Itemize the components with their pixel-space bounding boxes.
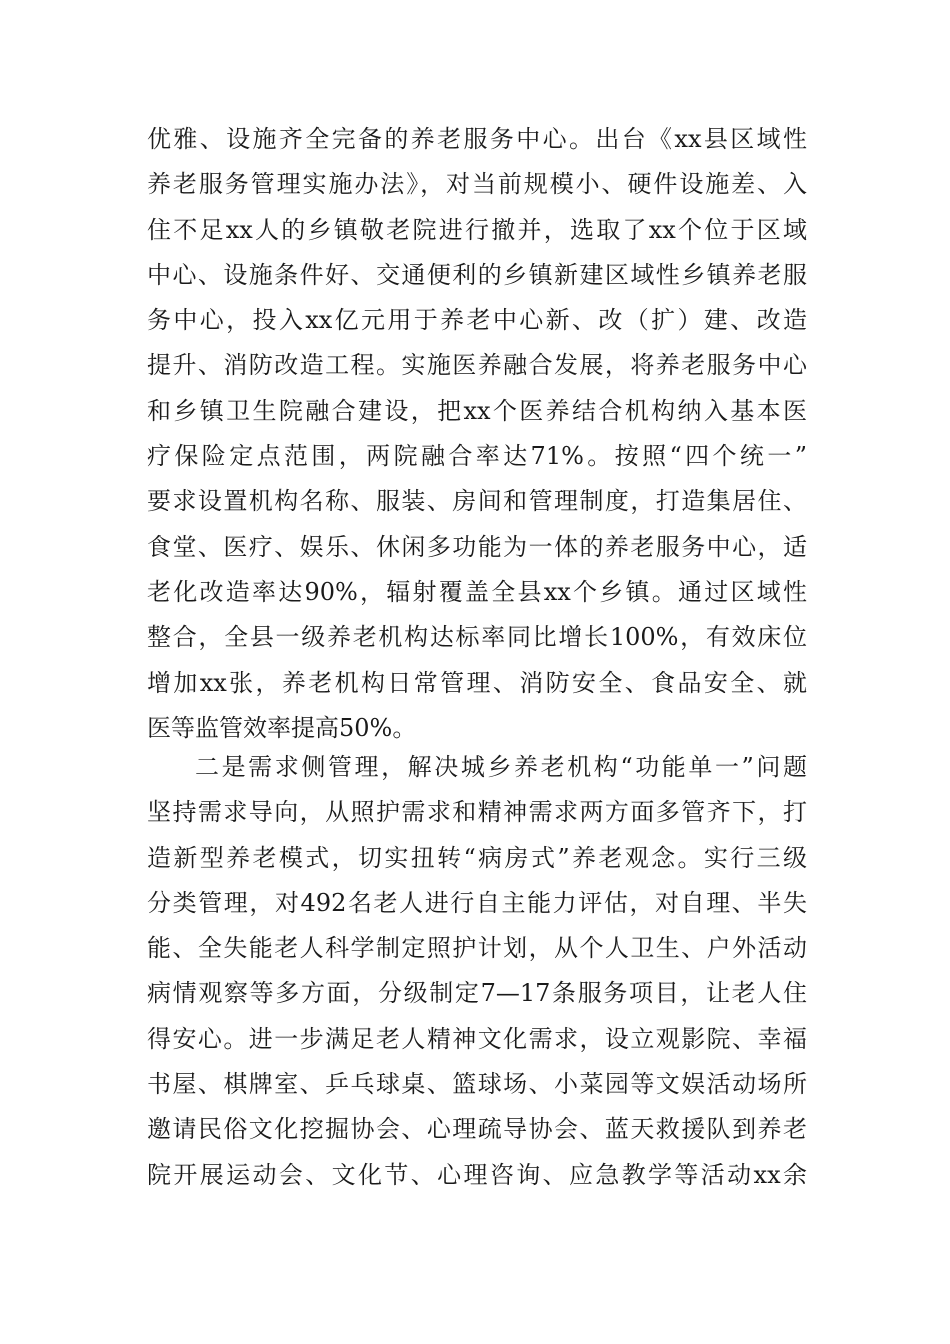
text-line: 疗保险定点范围，两院融合率达71%。按照“四个统一” bbox=[147, 442, 807, 471]
text-line: 务中心，投入xx亿元用于养老中心新、改（扩）建、改造 bbox=[147, 306, 807, 335]
text-line: 要求设置机构名称、服装、房间和管理制度，打造集居住、 bbox=[147, 487, 807, 516]
text-line: 能、全失能老人科学制定照护计划，从个人卫生、户外活动 bbox=[147, 934, 807, 963]
text-line: 分类管理，对492名老人进行自主能力评估，对自理、半失 bbox=[147, 888, 807, 917]
paragraph-1 bbox=[147, 117, 807, 751]
text-line: 邀请民俗文化挖掘协会、心理疏导协会、蓝天救援队到养老 bbox=[147, 1115, 807, 1144]
text-line: 食堂、医疗、娱乐、休闲多功能为一体的养老服务中心，适 bbox=[147, 532, 807, 561]
text-line: 增加xx张，养老机构日常管理、消防安全、食品安全、就 bbox=[147, 668, 807, 697]
text-line: 医等监管效率提高50%。 bbox=[147, 713, 417, 742]
text-line: 院开展运动会、文化节、心理咨询、应急教学等活动xx余 bbox=[147, 1160, 807, 1189]
text-line: 整合，全县一级养老机构达标率同比增长100%，有效床位 bbox=[147, 623, 807, 652]
text-line: 中心、设施条件好、交通便利的乡镇新建区域性乡镇养老服 bbox=[147, 260, 807, 289]
text-line: 优雅、设施齐全完备的养老服务中心。出台《xx县区域性 bbox=[147, 125, 807, 153]
text-line: 造新型养老模式，切实扭转“病房式”养老观念。实行三级 bbox=[147, 843, 807, 872]
text-line: 老化改造率达90%，辐射覆盖全县xx个乡镇。通过区域性 bbox=[147, 577, 807, 606]
text-line: 得安心。进一步满足老人精神文化需求，设立观影院、幸福 bbox=[147, 1024, 807, 1053]
text-line: 提升、消防改造工程。实施医养融合发展，将养老服务中心 bbox=[147, 351, 807, 380]
text-line: 病情观察等多方面，分级制定7—17条服务项目，让老人住 bbox=[147, 979, 807, 1008]
text-line: 和乡镇卫生院融合建设，把xx个医养结合机构纳入基本医 bbox=[147, 396, 807, 425]
text-line: 坚持需求导向，从照护需求和精神需求两方面多管齐下，打 bbox=[147, 798, 807, 827]
text-line: 二是需求侧管理，解决城乡养老机构“功能单一”问题 bbox=[195, 753, 807, 781]
paragraph-2 bbox=[147, 745, 807, 1198]
text-line: 书屋、棋牌室、乒乓球桌、篮球场、小菜园等文娱活动场所 bbox=[147, 1070, 807, 1099]
text-line: 住不足xx人的乡镇敬老院进行撤并，选取了xx个位于区域 bbox=[147, 215, 807, 244]
text-line: 养老服务管理实施办法》，对当前规模小、硬件设施差、入 bbox=[147, 170, 807, 199]
